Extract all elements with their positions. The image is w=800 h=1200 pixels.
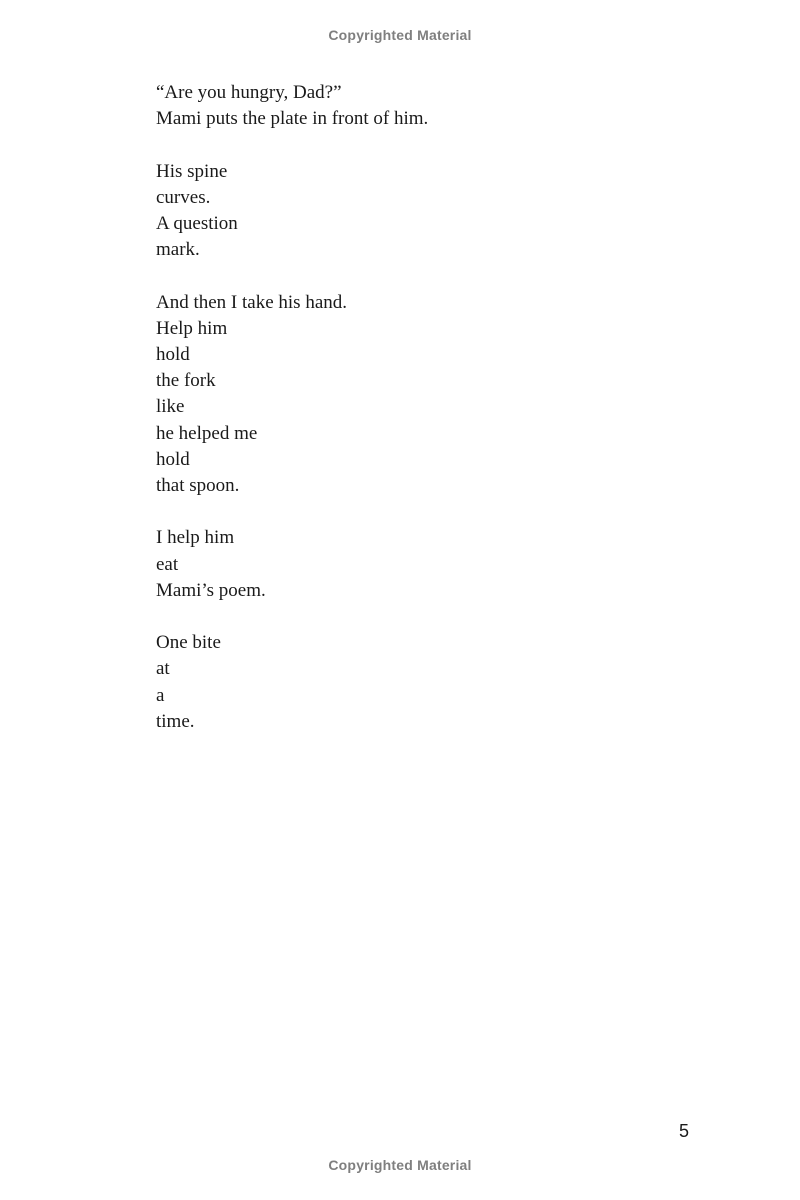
poem-line: “Are you hungry, Dad?” (156, 82, 342, 103)
poem-line: Mami puts the plate in front of him. (156, 108, 429, 130)
poem-line: His spine (156, 160, 228, 182)
poem-body (156, 80, 716, 761)
poem-line: curves. (156, 186, 211, 208)
poem-line: the fork (156, 370, 216, 392)
stanza (156, 290, 716, 500)
poem-line: Mami’s poem. (156, 579, 266, 601)
poem-line: like (156, 396, 185, 418)
poem-line: time. (156, 710, 195, 732)
poem-line: hold (156, 448, 190, 470)
stanza (156, 159, 716, 264)
poem-line: One bite (156, 632, 221, 654)
poem-line: I help him (156, 527, 235, 549)
poem-line: a (156, 684, 165, 706)
stanza (156, 80, 716, 132)
page-number: 5 (679, 1121, 690, 1141)
poem-line: that spoon. (156, 475, 240, 497)
copyright-watermark-bottom: Copyrighted Material (328, 1157, 472, 1173)
poem-line: A question (156, 213, 238, 234)
poem-line: at (156, 658, 170, 680)
poem-line: hold (156, 344, 190, 365)
poem-line: Help him (156, 317, 228, 339)
stanza (156, 525, 716, 604)
stanza (156, 630, 716, 735)
poem-line: mark. (156, 239, 200, 261)
poem-line: he helped me (156, 422, 258, 444)
poem-line: And then I take his hand. (156, 291, 348, 313)
copyright-watermark-top: Copyrighted Material (328, 27, 472, 43)
poem-line: eat (156, 553, 179, 575)
